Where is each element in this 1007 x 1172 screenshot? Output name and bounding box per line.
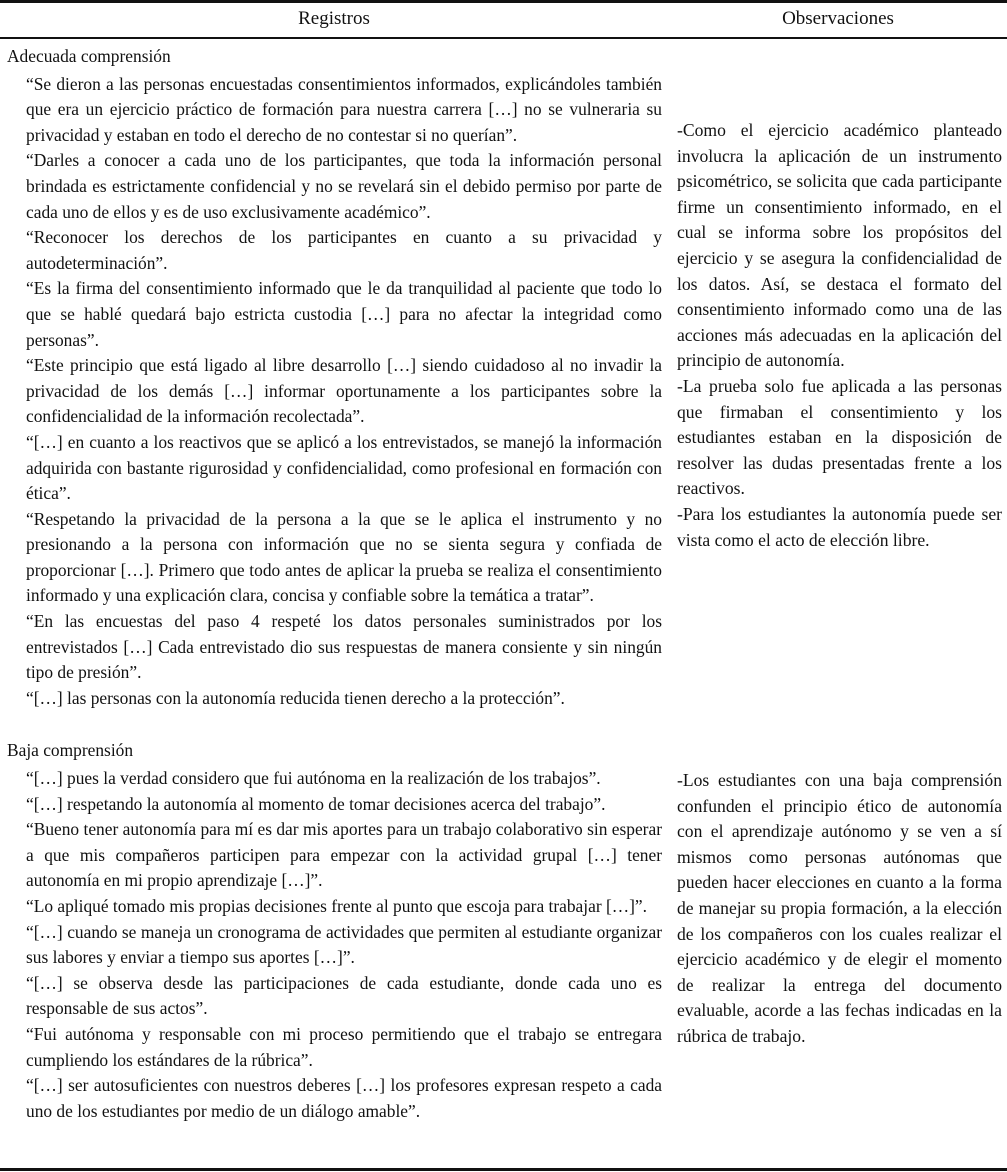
observacion-item: -La prueba solo fue aplicada a las personas que firmaban el consentimiento y los estudiantes estaban en la disposición de resolver las dudas presentadas frente a los reactivos.	[677, 375, 1002, 499]
observaciones-group-adecuada	[677, 118, 1002, 553]
quote-item: “Bueno tener autonomía para mí es dar mis aportes para un trabajo colaborativo sin esperar a que mis compañeros participen para empezar con la actividad grupal […] tener autonomía en mi propio aprendizaje […]”.	[26, 819, 662, 891]
registros-group-baja	[7, 738, 662, 1124]
table-top-rule	[0, 0, 1007, 3]
quote-item: “[…] respetando la autonomía al momento de tomar decisiones acerca del trabajo”.	[26, 793, 606, 814]
quote-item: “Respetando la privacidad de la persona a la que se le aplica el instrumento y no presionando a la persona con información que no se sienta segura y confiada de proporcionar […]. Primero que todo antes de aplicar la prueba se realiza el consentimiento informado y una explicación clara, concisa y confiable sobre la temática a tratar”.	[26, 508, 662, 606]
column-header-registros: Registros	[298, 8, 370, 29]
quote-item: “Reconocer los derechos de los participantes en cuanto a su privacidad y autodeterminación”.	[26, 227, 662, 273]
quote-item: “Se dieron a las personas encuestadas consentimientos informados, explicándoles también que era un ejercicio práctico de formación para nuestra carrera […] no se vulneraria su privacidad y estaban en todo el derecho de no contestar si no querían”.	[26, 73, 662, 145]
registros-column	[7, 44, 662, 1124]
quote-item: “[…] cuando se maneja un cronograma de actividades que permiten al estudiante organizar sus labores y enviar a tiempo sus aportes […]”.	[26, 921, 662, 968]
quote-item: “Fui autónoma y responsable con mi proceso permitiendo que el trabajo se entregara cumpliendo los estándares de la rúbrica”.	[26, 1023, 662, 1070]
column-header-observaciones: Observaciones	[782, 8, 894, 29]
quote-item: “[…] pues la verdad considero que fui autónoma en la realización de los trabajos”.	[26, 768, 601, 789]
row-separator-space	[7, 711, 662, 738]
quote-item: “Lo apliqué tomado mis propias decisiones frente al punto que escoja para trabajar […]”.	[26, 896, 648, 916]
observaciones-column	[677, 118, 1002, 1050]
table-header-rule	[0, 37, 1007, 39]
quote-item: “[…] se observa desde las participaciones de cada estudiante, donde cada uno es responsable de sus actos”.	[26, 972, 662, 1019]
quote-item: “Es la firma del consentimiento informado que le da tranquilidad al paciente que todo lo que se hablé quedará bajo estricta custodia […] para no afectar la integridad como personas”.	[26, 278, 662, 350]
observaciones-separator-space	[677, 553, 1002, 768]
observacion-item: -Los estudiantes con una baja comprensión confunden el principio ético de autonomía con el aprendizaje autónomo y se ven a sí mismos como personas autónomas que pueden hacer elecciones en cuanto a la forma de manejar su propia formación, a la elección de los compañeros con los cuales realizar el ejercicio académico y de elegir el momento de realizar la entrega del documento evaluable, acorde a las fechas indicadas en la rúbrica de trabajo.	[677, 770, 1002, 1047]
registros-group-adecuada	[7, 44, 662, 711]
section-title-baja-comprension: Baja comprensión	[7, 740, 134, 761]
quote-list-baja	[7, 766, 662, 1124]
quote-list-adecuada	[7, 72, 662, 712]
quote-item: “[…] en cuanto a los reactivos que se aplicó a los entrevistados, se manejó la información adquirida con bastante rigurosidad y confidencialidad, como profesional en formación con ética”.	[26, 431, 662, 504]
quote-item: “Este principio que está ligado al libre desarrollo […] siendo cuidadoso al no invadir la privacidad de los demás […] informar oportunamente a los participantes sobre la confidencialidad de la información recolectada”.	[26, 355, 662, 427]
section-title-adecuada-comprension: Adecuada comprensión	[7, 46, 171, 66]
observacion-item: -Como el ejercicio académico planteado involucra la aplicación de un instrumento psicométrico, se solicita que cada participante firme un consentimiento informado, en el cual se informa sobre los propósitos del ejercicio y se asegura la confidencialidad de los datos. Así, se destaca el formato del consentimiento informado como una de las acciones más adecuadas en la aplicación del principio de autonomía.	[677, 120, 1002, 371]
observaciones-group-baja	[677, 768, 1002, 1050]
table-bottom-rule	[0, 1168, 1007, 1171]
table-header-row	[0, 5, 1007, 35]
observacion-item: -Para los estudiantes la autonomía puede ser vista como el acto de elección libre.	[677, 503, 1002, 550]
quote-item: “En las encuestas del paso 4 respeté los datos personales suministrados por los entrevistados […] Cada entrevistado dio sus respuestas de manera consiente y sin ningún tipo de presión”.	[26, 611, 662, 683]
quote-item: “Darles a conocer a cada uno de los participantes, que toda la información personal brindada es estrictamente confidencial y no se revelará sin el debido permiso por parte de cada uno de ellos y es de uso exclusivamente académico”.	[26, 150, 662, 222]
quote-item: “[…] ser autosuficientes con nuestros deberes […] los profesores expresan respeto a cada uno de los estudiantes por medio de un diálogo amable”.	[26, 1075, 662, 1121]
quote-item: “[…] las personas con la autonomía reducida tienen derecho a la protección”.	[26, 687, 565, 708]
